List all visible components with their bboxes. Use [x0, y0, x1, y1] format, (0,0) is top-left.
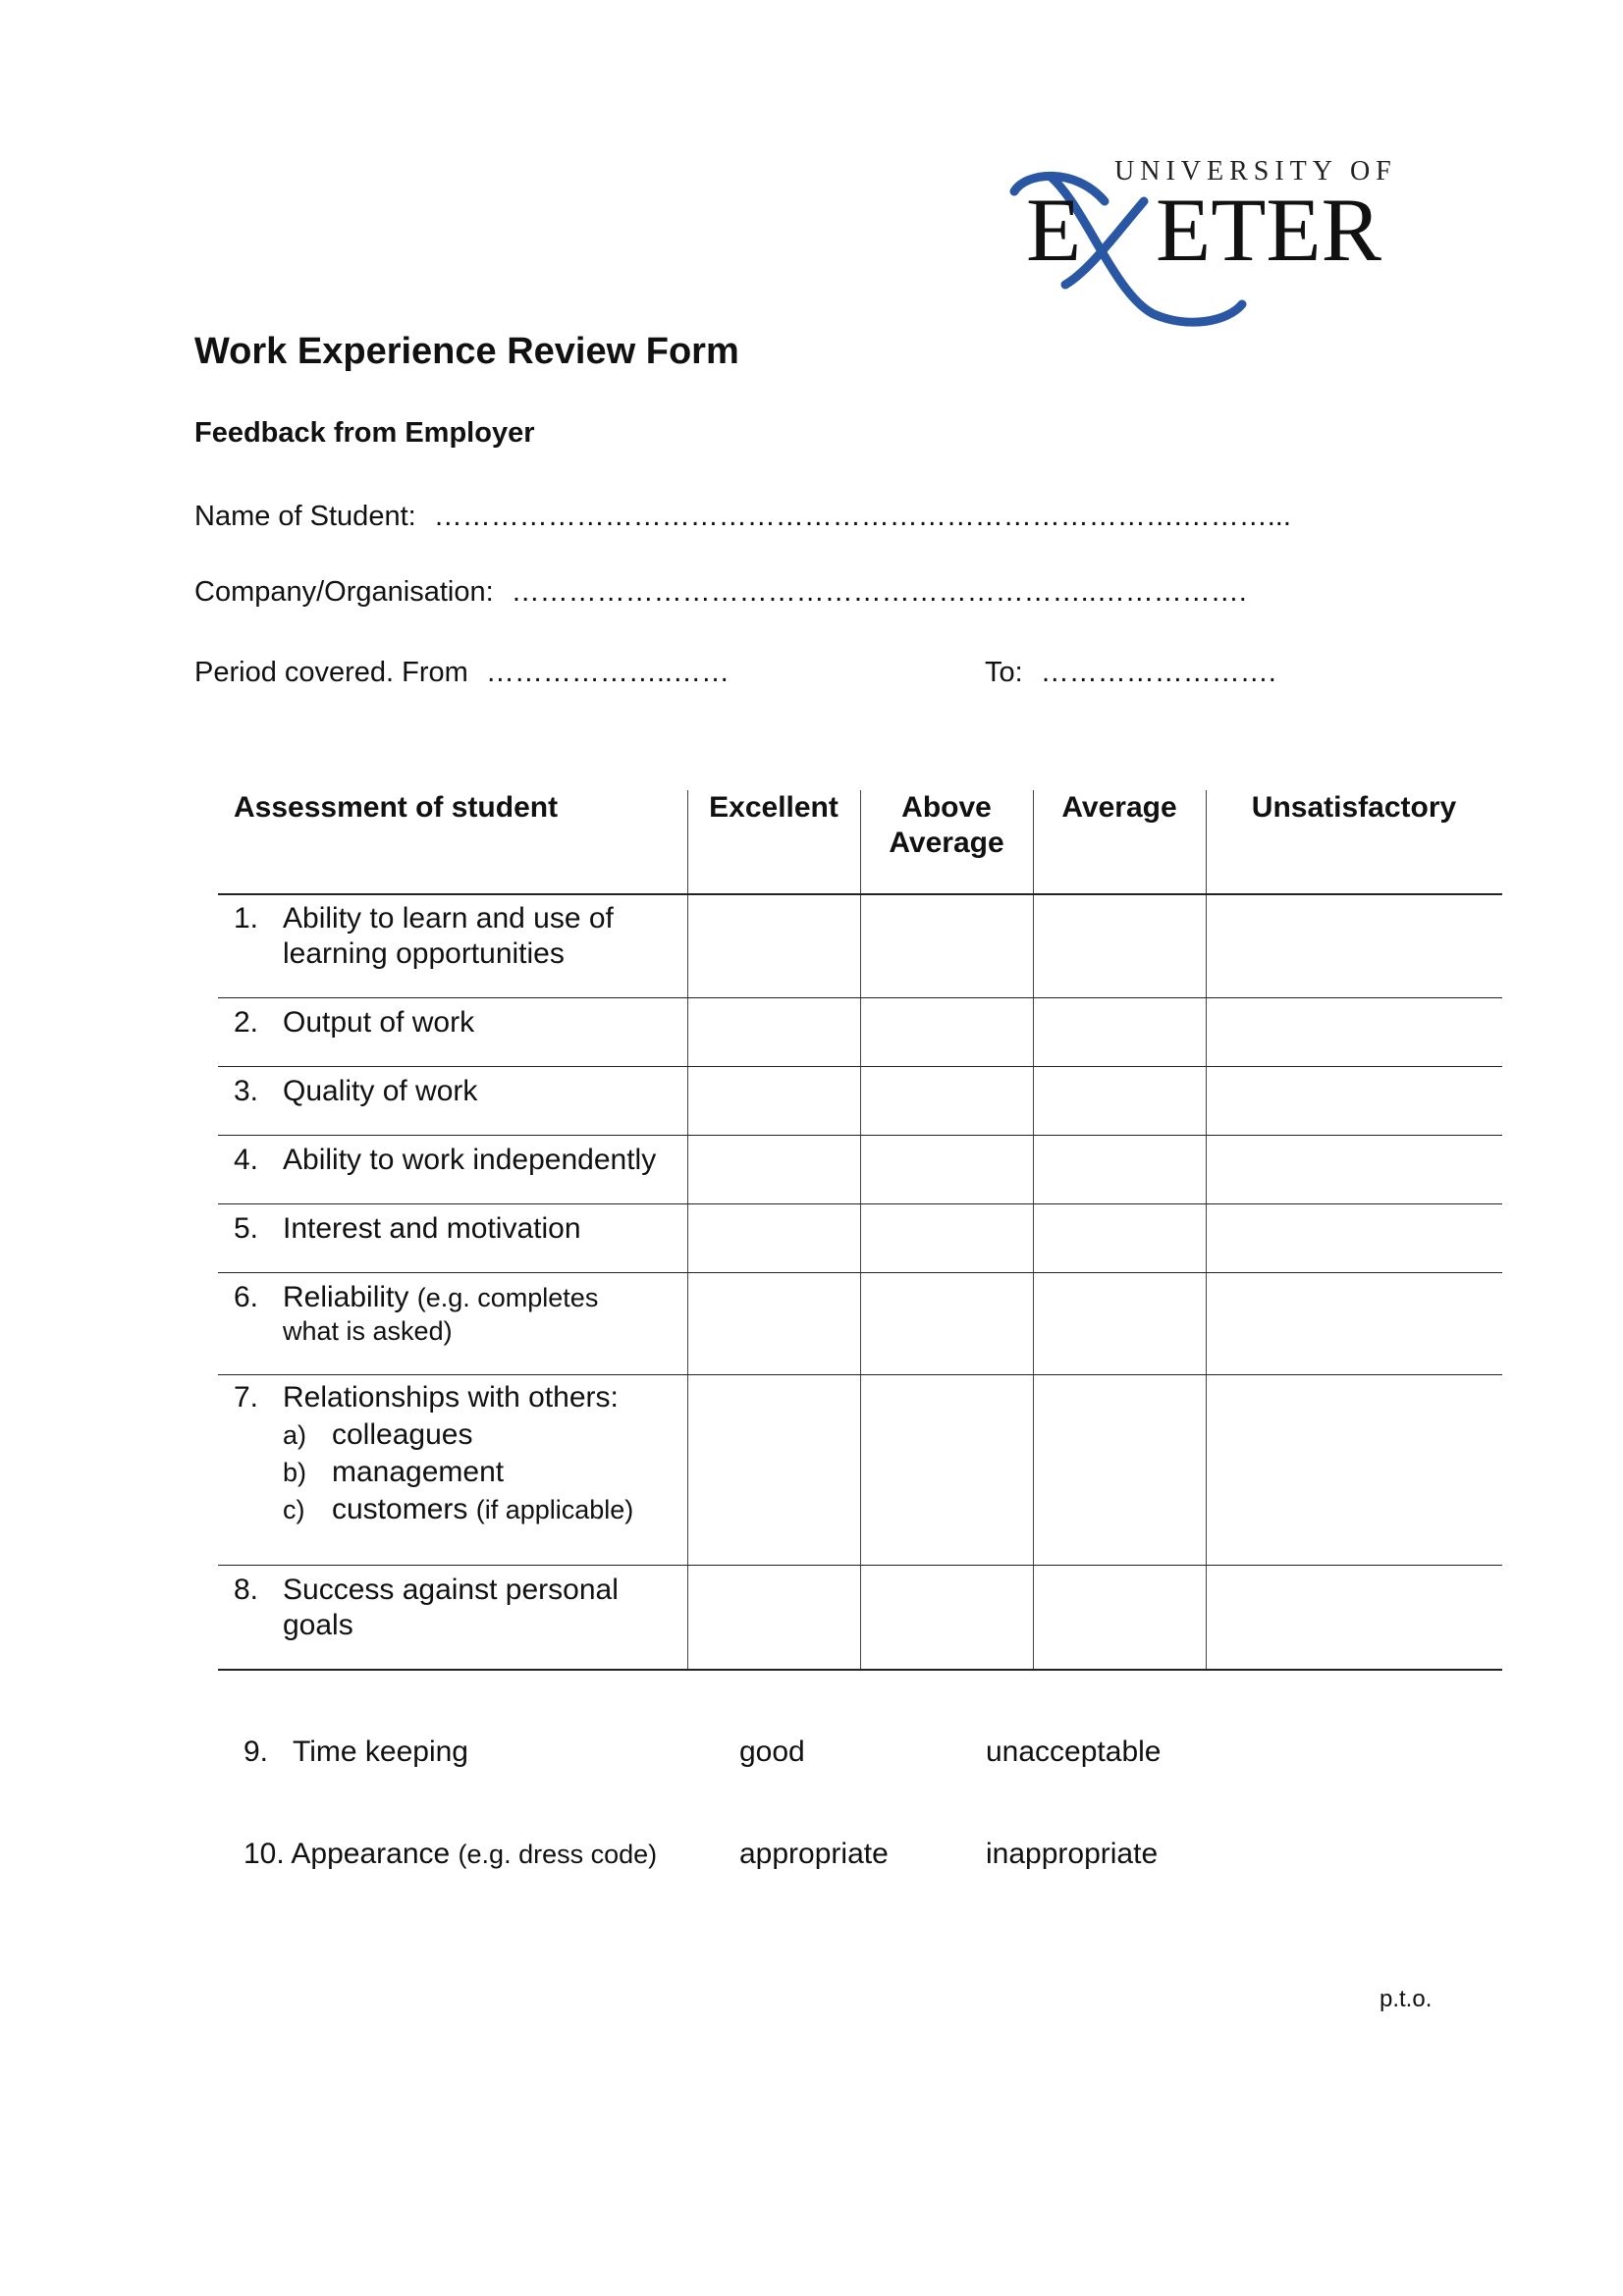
row-label: Quality of work — [283, 1075, 478, 1107]
logo-university-of: UNIVERSITY OF — [1114, 156, 1397, 187]
sub-item-c — [234, 1492, 633, 1527]
table-row-8 — [234, 1573, 619, 1643]
appearance-row — [243, 1838, 657, 1871]
table-row-5 — [234, 1211, 581, 1247]
table-rule — [218, 1066, 1502, 1067]
extra-number: 10. — [243, 1838, 285, 1870]
logo-exeter: E — [1026, 180, 1082, 280]
page-title: Work Experience Review Form — [194, 331, 739, 372]
table-rule — [218, 1203, 1502, 1204]
extra-note: (e.g. dress code) — [458, 1840, 658, 1869]
row-label: Interest and motivation — [283, 1212, 581, 1245]
period-from-field[interactable] — [194, 657, 730, 689]
table-row-2 — [234, 1005, 474, 1041]
student-name-field[interactable] — [194, 501, 1291, 533]
student-name-label: Name of Student: — [194, 501, 416, 532]
university-logo — [1006, 147, 1443, 334]
table-row-3 — [234, 1074, 477, 1109]
option-good[interactable]: good — [739, 1735, 805, 1768]
exeter-logo-graphic — [1006, 147, 1443, 334]
sub-item-label: a) — [283, 1420, 307, 1450]
table-rule — [218, 997, 1502, 998]
table-divider — [860, 790, 861, 1670]
row-label: Output of work — [283, 1006, 475, 1039]
table-row-6 — [234, 1280, 598, 1347]
row-number: 2. — [234, 1006, 259, 1039]
row-note: (e.g. completes — [416, 1283, 599, 1312]
header-above-average-line1: Above — [901, 791, 992, 824]
option-appropriate[interactable]: appropriate — [739, 1838, 889, 1870]
student-name-dots[interactable]: …………………………………………………………………….………... — [433, 501, 1291, 532]
header-unsatisfactory: Unsatisfactory — [1251, 791, 1457, 824]
row-number: 1. — [234, 902, 259, 934]
company-dots[interactable]: ……………………………………………………..……………. — [511, 576, 1247, 608]
header-above-average-line2: Average — [889, 827, 1004, 859]
rating-cell-average[interactable] — [1035, 895, 1204, 995]
row-label: Relationships with others: — [283, 1381, 619, 1414]
row-label: Success against personal — [283, 1574, 619, 1606]
time-keeping-row — [243, 1735, 468, 1769]
table-rule — [218, 1565, 1502, 1566]
sub-item-label: b) — [283, 1458, 307, 1487]
period-from-dots[interactable]: ………………..…… — [485, 657, 730, 688]
period-from-label: Period covered. From — [194, 657, 468, 688]
sub-item-note: (if applicable) — [475, 1495, 634, 1524]
row-number: 8. — [234, 1574, 259, 1606]
table-rule — [218, 1669, 1502, 1671]
table-rule — [218, 1135, 1502, 1136]
sub-item-b — [234, 1455, 633, 1490]
table-divider — [1206, 790, 1207, 1670]
row-number: 5. — [234, 1212, 259, 1245]
row-label-cont: learning opportunities — [283, 937, 565, 970]
table-rule — [218, 1374, 1502, 1375]
option-unacceptable[interactable]: unacceptable — [986, 1735, 1162, 1768]
sub-item-text: customers — [332, 1493, 468, 1525]
table-divider — [1033, 790, 1034, 1670]
row-label: Ability to work independently — [283, 1144, 657, 1176]
page-turn-over-note: p.t.o. — [1380, 1986, 1433, 2012]
row-label-cont: goals — [283, 1609, 353, 1641]
table-divider — [687, 790, 688, 1670]
row-label: Ability to learn and use of — [283, 902, 614, 934]
section-subtitle: Feedback from Employer — [194, 417, 535, 449]
extra-label: Appearance — [291, 1838, 451, 1870]
row-number: 3. — [234, 1075, 259, 1107]
logo-eter: ETER — [1156, 180, 1381, 280]
table-row-4 — [234, 1143, 656, 1178]
period-to-dots[interactable]: ……………………. — [1040, 657, 1276, 688]
sub-item-text: colleagues — [332, 1418, 473, 1451]
company-label: Company/Organisation: — [194, 576, 494, 608]
header-excellent: Excellent — [709, 791, 839, 824]
table-row-1 — [234, 901, 614, 972]
row-label-cont: what is asked) — [283, 1316, 453, 1346]
rating-cell-above-average[interactable] — [862, 895, 1031, 995]
extra-label: Time keeping — [293, 1735, 468, 1768]
table-row-7 — [234, 1380, 633, 1527]
row-number: 6. — [234, 1281, 259, 1313]
period-to-field[interactable] — [985, 657, 1276, 689]
period-to-label: To: — [985, 657, 1023, 688]
sub-item-text: management — [332, 1456, 505, 1488]
company-field[interactable] — [194, 576, 1247, 609]
table-rule — [218, 1272, 1502, 1273]
header-assessment: Assessment of student — [234, 791, 559, 824]
sub-item-a — [234, 1417, 633, 1453]
header-above-average — [860, 790, 1033, 861]
header-average: Average — [1061, 791, 1177, 824]
extra-number: 9. — [243, 1735, 269, 1768]
rating-cell-unsatisfactory[interactable] — [1208, 895, 1500, 995]
row-number: 7. — [234, 1381, 259, 1414]
sub-item-label: c) — [283, 1495, 305, 1524]
row-number: 4. — [234, 1144, 259, 1176]
option-inappropriate[interactable]: inappropriate — [986, 1838, 1159, 1870]
rating-cell-excellent[interactable] — [689, 895, 858, 995]
row-label: Reliability — [283, 1281, 409, 1313]
